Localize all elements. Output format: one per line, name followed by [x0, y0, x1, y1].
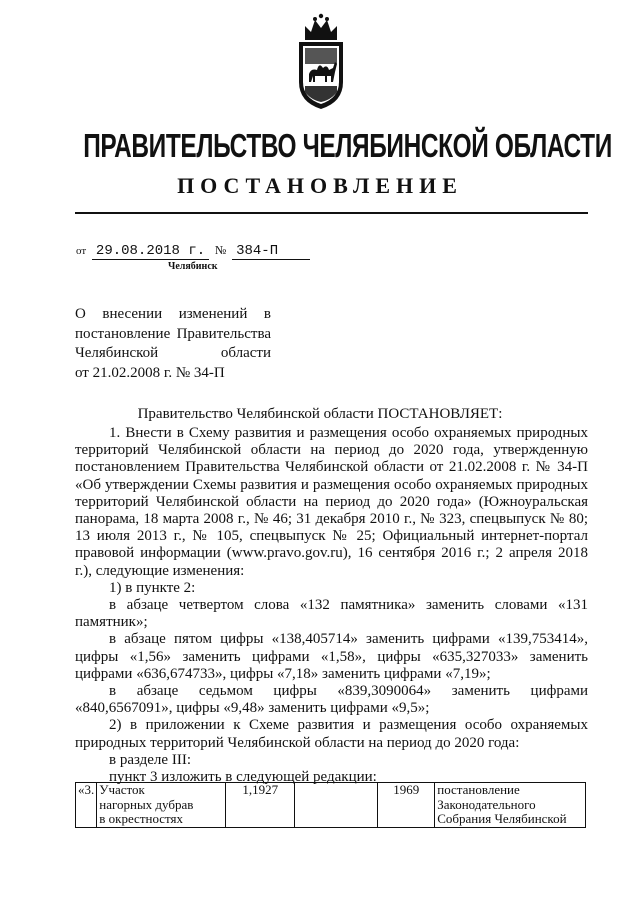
table-cell-line: Участок [99, 782, 145, 797]
table-cell-name [97, 783, 226, 828]
subject-line: постановление Правительства [75, 325, 271, 342]
document-subject [75, 305, 271, 383]
resolution-body [75, 425, 588, 786]
body-paragraph: 2) в приложении к Схеме развития и размещения особо охраняемых природных территорий Челябинской области на период до 2020 года: [75, 717, 588, 751]
table-cell-line: Законодательного [437, 796, 536, 812]
table-cell-area: 1,1927 [226, 783, 295, 828]
table-cell-line: нагорных дубрав [99, 796, 194, 812]
document-number: 384-П [232, 243, 310, 260]
table-cell-line: постановление [437, 782, 520, 797]
table-cell-empty [295, 783, 378, 828]
body-paragraph: в абзаце четвертом слова «132 памятника» заменить словами «131 памятник»; [75, 597, 588, 631]
header-divider [75, 212, 588, 214]
from-label: от [76, 245, 87, 257]
table-cell-line: Собрания Челябинской [437, 811, 567, 826]
resolution-intro: Правительство Челябинской области ПОСТАНОВЛЯЕТ: [137, 406, 503, 422]
body-paragraph: в абзаце пятом цифры «138,405714» заменить цифрами «139,753414», цифры «1,56» заменить цифрами «1,58», цифры «635,327033» заменить цифрами «636,674733», цифры «7,18» заменить цифрами «7,19»; [75, 631, 588, 682]
city-label: Челябинск [168, 261, 218, 272]
subject-line: О внесении изменений в [75, 306, 271, 322]
subject-line: от 21.02.2008 г. № 34-П [75, 364, 225, 381]
dateline [76, 243, 310, 260]
table-cell-line: в окрестностях [99, 811, 184, 826]
coat-of-arms-icon [291, 12, 351, 112]
number-label: № [214, 243, 227, 257]
table-cell-year: 1969 [378, 783, 435, 828]
territories-table [75, 782, 586, 828]
body-paragraph: пункт 3 изложить в следующей редакции: [109, 769, 377, 786]
table-cell-document [435, 783, 586, 828]
body-paragraph: 1. Внести в Схему развития и размещения особо охраняемых природных территорий Челябинской области на период до 2020 года, утвержденную постановлением Правительства Челябинской области от 21.02.2008 г. № 34-П «Об утверждении Схемы развития и размещения особо охраняемых природных территорий Челябинской области на период до 2020 года» (Южноуральская панорама, 18 марта 2008 г., № 46; 31 декабря 2010 г., № 323, спецвыпуск № 80; 13 июля 2013 г., № 105, спецвыпуск № 25; Официальный интернет-портал правовой информации (www.pravo.gov.ru), 16 сентября 2016 г.; 2 апреля 2018 г.), следующие изменения: [75, 425, 588, 579]
table-row [76, 783, 586, 828]
subject-line: Челябинской области [75, 345, 271, 361]
document-date: 29.08.2018 г. [92, 243, 209, 260]
table-cell-number: «3. [76, 783, 97, 828]
body-paragraph: в абзаце седьмом цифры «839,3090064» заменить цифрами «840,6567091», цифры «9,48» заменить цифрами «9,5»; [75, 683, 588, 717]
government-title: ПРАВИТЕЛЬСТВО ЧЕЛЯБИНСКОЙ ОБЛАСТИ [83, 127, 612, 164]
body-paragraph: в разделе III: [109, 751, 191, 768]
body-paragraph: 1) в пункте 2: [109, 579, 196, 596]
document-type: ПОСТАНОВЛЕНИЕ [177, 173, 463, 198]
